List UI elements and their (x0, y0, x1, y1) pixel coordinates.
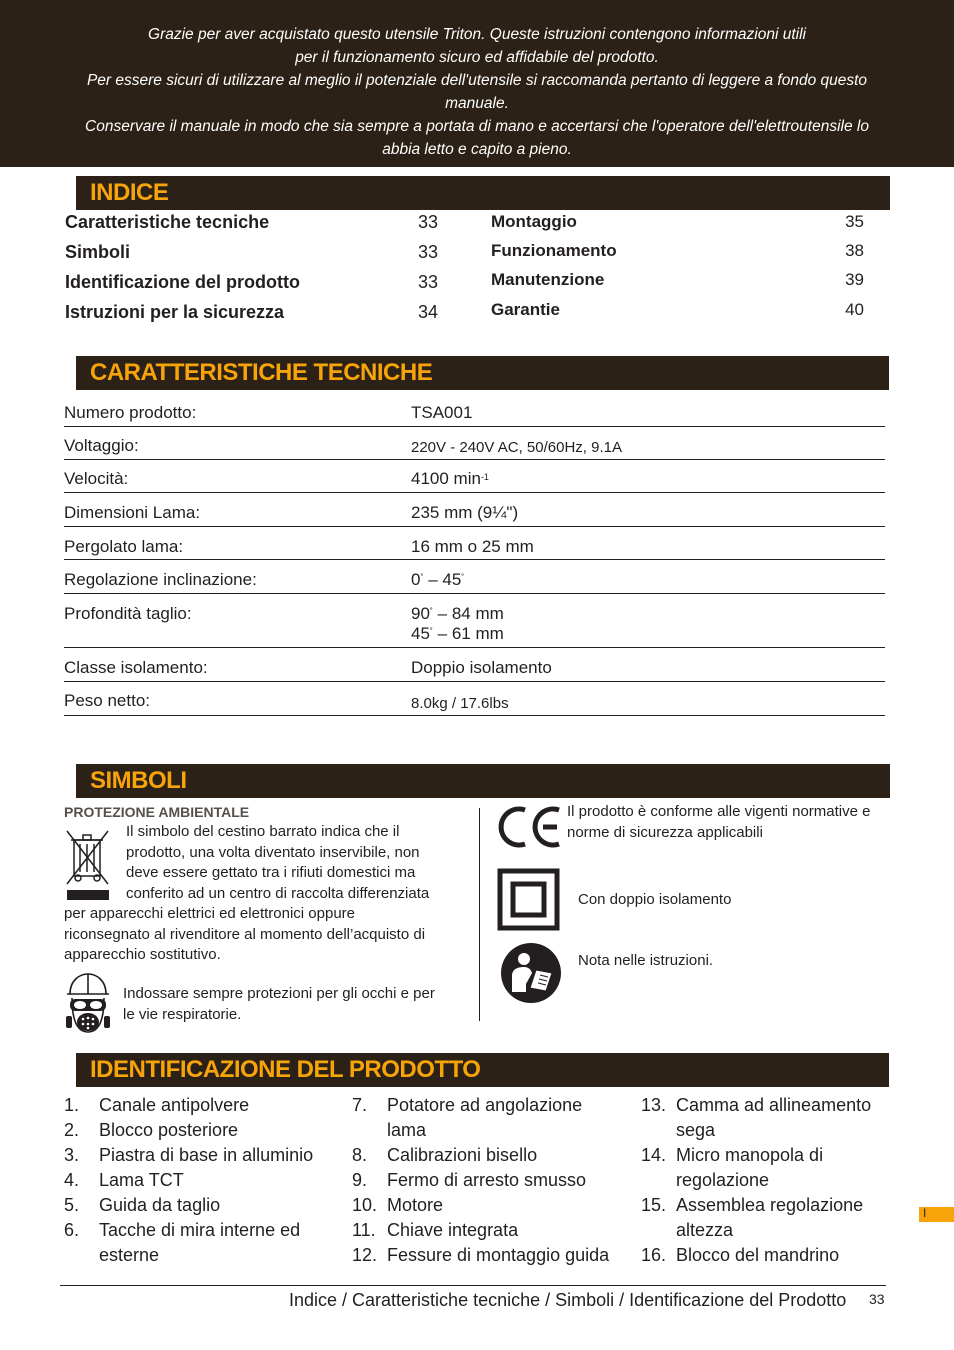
part-item: 9. Fermo di arresto smusso (352, 1170, 587, 1190)
spec-key: Peso netto: (64, 691, 151, 710)
spec-value: 16 mm o 25 mm (411, 537, 534, 556)
env-text-line: prodotto, una volta diventato inservibile, non (126, 843, 420, 861)
index-entry[interactable] (491, 300, 864, 330)
footer-rule (60, 1285, 886, 1286)
ppe-text-line: le vie respiratorie. (123, 1005, 242, 1023)
index-label: Manutenzione (491, 270, 605, 289)
spec-value: 4100 $\min^{-1}$ (411, 469, 489, 488)
index-entry[interactable] (491, 270, 864, 300)
index-page: 39 (845, 270, 864, 289)
spec-key: Classe isolamento: (64, 658, 208, 677)
part-item: 14. Micro manopola di regolazione (641, 1145, 824, 1190)
ce-mark-icon (497, 804, 563, 850)
manual-note-label: Nota nelle istruzioni. (578, 952, 714, 969)
env-text-line: riconsegnato al rivenditore al momento dell’acquisto di (64, 925, 426, 943)
env-text-block-continued (64, 904, 425, 966)
index-label: Istruzioni per la sicurezza (65, 302, 285, 322)
section-header-indice (62, 176, 890, 210)
spec-key: Profondità taglio: (64, 604, 192, 623)
parts-list-col1 (64, 1093, 324, 1268)
spec-row (64, 401, 885, 427)
parts-list-col2 (352, 1093, 617, 1268)
spec-key: Dimensioni Lama: (64, 503, 201, 522)
spec-value: 8.0kg / 17.6lbs (411, 695, 509, 712)
specs-table (64, 401, 885, 716)
part-item: 16. Blocco del mandrino (641, 1245, 840, 1265)
intro-line: abbia letto e capito a pieno. (382, 141, 572, 158)
index-page: 33 (417, 212, 438, 232)
index-entry[interactable] (65, 302, 438, 332)
intro-line: Grazie per aver acquistato questo utensile Triton. Queste istruzioni contengono informazioni utili (148, 26, 806, 43)
intro-line: Per essere sicuri di utilizzare al meglio il potenziale dell'utensile si raccomanda pertanto di leggere a fondo questo (86, 72, 868, 89)
part-item: 1. Canale antipolvere (64, 1095, 250, 1115)
section-header-specs (62, 356, 889, 390)
section-title: SIMBOLI (76, 764, 199, 798)
index-label: Caratteristiche tecniche (65, 212, 270, 232)
part-item: 6. Tacche di mira interne ed esterne (64, 1220, 301, 1265)
env-text-line: Il simbolo del cestino barrato indica che il (126, 823, 400, 840)
part-item: 5. Guida da taglio (64, 1195, 221, 1215)
safety-mask-goggles-icon (64, 972, 112, 1036)
index-column-right (491, 212, 864, 337)
language-tab (919, 1207, 954, 1222)
part-item: 11. Chiave integrata (352, 1220, 519, 1240)
spec-value: 0˚ – 45˚ (411, 570, 465, 589)
spec-key: Numero prodotto: (64, 403, 197, 422)
index-page: 35 (845, 212, 864, 231)
section-header-simboli (62, 764, 890, 798)
spec-row (64, 427, 885, 460)
index-entry[interactable] (65, 242, 438, 272)
spec-row (64, 682, 885, 716)
spec-key: Pergolato lama: (64, 537, 184, 556)
read-manual-icon (500, 942, 562, 1004)
index-page: 34 (417, 302, 438, 322)
env-text-block (126, 822, 429, 904)
index-page: 38 (845, 241, 864, 260)
double-insulation-label: Con doppio isolamento (578, 891, 732, 908)
intro-line: Conservare il manuale in modo che sia sempre a portata di mano e accertarsi che l'operatore dell'elettroutensile lo (85, 118, 869, 135)
parts-list-col3 (641, 1093, 881, 1268)
index-entry[interactable] (65, 212, 438, 242)
crossed-bin-icon (64, 828, 112, 902)
part-item: 10. Motore (352, 1195, 444, 1215)
spec-value: 220V - 240V AC, 50/60Hz, 9.1A (411, 439, 622, 456)
index-page: 33 (417, 242, 438, 262)
spec-row (64, 460, 885, 493)
env-text-line: per apparecchi elettrici ed elettronici oppure (64, 905, 355, 922)
spec-value: Doppio isolamento (411, 658, 552, 677)
section-header-ident (62, 1053, 889, 1087)
index-label: Montaggio (491, 212, 577, 231)
spec-row (64, 493, 885, 527)
intro-line: per il funzionamento sicuro ed affidabile del prodotto. (295, 49, 659, 66)
spec-value: 90˚ – 84 mm 45˚ – 61 mm (411, 604, 504, 643)
env-text-line: conferito ad un centro di raccolta differenziata (126, 884, 430, 902)
part-item: 4. Lama TCT (64, 1170, 184, 1190)
spec-row (64, 594, 885, 648)
spec-key: Velocità: (64, 469, 129, 488)
spec-row (64, 527, 885, 560)
index-label: Identificazione del prodotto (65, 272, 300, 292)
index-page: 40 (845, 300, 864, 319)
index-page: 33 (417, 272, 438, 292)
double-insulation-icon (497, 868, 560, 931)
spec-value: 235 mm (9¼") (411, 503, 519, 522)
ppe-text-line: Indossare sempre protezioni per gli occhi e per (123, 985, 435, 1002)
index-label: Funzionamento (491, 241, 617, 260)
index-label: Garantie (491, 300, 560, 319)
spec-key: Regolazione inclinazione: (64, 570, 257, 589)
ppe-text-block (123, 984, 435, 1025)
section-title: INDICE (76, 176, 180, 210)
section-title: CARATTERISTICHE TECNICHE (76, 356, 444, 390)
intro-banner (0, 0, 954, 167)
index-entry[interactable] (491, 241, 864, 271)
ce-text-line: Il prodotto è conforme alle vigenti normative e (567, 803, 871, 820)
ce-text-block (567, 802, 871, 843)
env-heading: PROTEZIONE AMBIENTALE (64, 804, 250, 820)
part-item: 2. Blocco posteriore (64, 1120, 239, 1140)
part-item: 7. Potatore ad angolazione lama (352, 1095, 583, 1140)
column-divider (479, 808, 480, 1021)
part-item: 12. Fessure di montaggio guida (352, 1245, 610, 1265)
footer-breadcrumb: Indice / Caratteristiche tecniche / Simboli / Identificazione del Prodotto (289, 1290, 847, 1310)
spec-key: Voltaggio: (64, 436, 139, 455)
part-item: 8. Calibrazioni bisello (352, 1145, 538, 1165)
intro-line: manuale. (445, 95, 509, 112)
part-item: 15. Assemblea regolazione altezza (641, 1195, 864, 1240)
section-title: IDENTIFICAZIONE DEL PRODOTTO (76, 1053, 492, 1087)
page-number: 33 (869, 1291, 885, 1307)
part-item: 3. Piastra di base in alluminio (64, 1145, 314, 1165)
spec-row (64, 560, 885, 594)
spec-value: TSA001 (411, 403, 473, 422)
env-text-line: deve essere gettato tra i rifiuti domestici ma (126, 864, 416, 881)
index-entry[interactable] (65, 272, 438, 302)
index-label: Simboli (65, 242, 131, 262)
index-column-left (65, 212, 438, 337)
env-text-line: apparecchio sostitutivo. (64, 946, 221, 963)
spec-row (64, 648, 885, 682)
index-entry[interactable] (491, 212, 864, 242)
language-tab-label: I (923, 1206, 927, 1220)
ce-text-line: norme di sicurezza applicabili (567, 823, 763, 841)
part-item: 13. Camma ad allineamento sega (641, 1095, 872, 1140)
